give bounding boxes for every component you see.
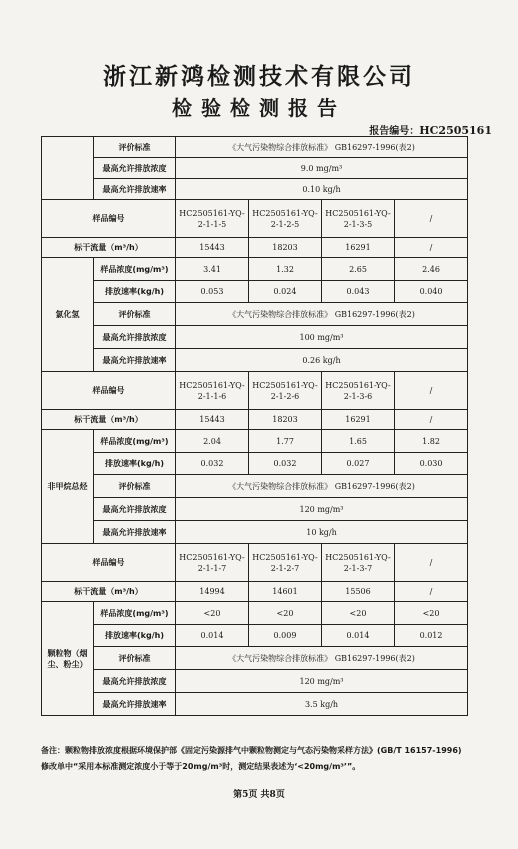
sample-id-cell: HC2505161-YQ-2-1-2-5 [249, 200, 322, 238]
flow-cell: 16291 [322, 410, 395, 430]
conc-cell: 2.65 [322, 258, 395, 281]
rate-cell: 0.009 [249, 625, 322, 647]
sample-id-label: 样品编号 [42, 372, 176, 410]
sample-id-cell: HC2505161-YQ-2-1-2-7 [249, 544, 322, 582]
flow-cell: / [395, 238, 468, 258]
eval-standard-value: 《大气污染物综合排放标准》 GB16297-1996(表2) [176, 475, 468, 498]
table-row [42, 238, 468, 258]
conc-cell: <20 [249, 602, 322, 625]
max-rate-label: 最高允许排放速率 [94, 521, 176, 544]
max-rate-value: 0.26 kg/h [176, 349, 468, 372]
max-conc-label: 最高允许排放浓度 [94, 158, 176, 179]
blank-cell [42, 137, 94, 200]
table-row [42, 544, 468, 582]
conc-cell: 2.04 [176, 430, 249, 453]
eval-standard-label: 评价标准 [94, 303, 176, 326]
eval-standard-label: 评价标准 [94, 475, 176, 498]
emission-rate-label: 排放速率(kg/h) [94, 453, 176, 475]
report-number [369, 122, 492, 137]
table-row [42, 475, 468, 498]
sample-id-cell: HC2505161-YQ-2-1-3-6 [322, 372, 395, 410]
max-conc-value: 9.0 mg/m³ [176, 158, 468, 179]
report-number-label: 报告编号： [369, 126, 420, 137]
emission-rate-label: 排放速率(kg/h) [94, 625, 176, 647]
rate-cell: 0.030 [395, 453, 468, 475]
sample-id-cell: HC2505161-YQ-2-1-3-7 [322, 544, 395, 582]
max-rate-value: 0.10 kg/h [176, 179, 468, 200]
rate-cell: 0.043 [322, 281, 395, 303]
max-rate-value: 3.5 kg/h [176, 693, 468, 716]
conc-cell: 1.32 [249, 258, 322, 281]
flow-cell: 15506 [322, 582, 395, 602]
table-row [42, 582, 468, 602]
sample-conc-label: 样品浓度(mg/m³) [94, 258, 176, 281]
flow-cell: 14994 [176, 582, 249, 602]
emission-rate-label: 排放速率(kg/h) [94, 281, 176, 303]
table-row [42, 521, 468, 544]
sample-id-cell: / [395, 372, 468, 410]
eval-standard-label: 评价标准 [94, 647, 176, 670]
eval-standard-value: 《大气污染物综合排放标准》 GB16297-1996(表2) [176, 303, 468, 326]
max-conc-label: 最高允许排放浓度 [94, 326, 176, 349]
flow-cell: 14601 [249, 582, 322, 602]
conc-cell: 2.46 [395, 258, 468, 281]
table-row [42, 158, 468, 179]
flow-cell: 18203 [249, 410, 322, 430]
conc-cell: 1.77 [249, 430, 322, 453]
max-conc-value: 120 mg/m³ [176, 498, 468, 521]
report-number-value: HC2505161 [419, 124, 492, 137]
table-row [42, 498, 468, 521]
rate-cell: 0.032 [176, 453, 249, 475]
pollutant-nmhc: 非甲烷总烃 [42, 430, 94, 544]
sample-conc-label: 样品浓度(mg/m³) [94, 430, 176, 453]
rate-cell: 0.027 [322, 453, 395, 475]
conc-cell: <20 [176, 602, 249, 625]
eval-standard-value: 《大气污染物综合排放标准》 GB16297-1996(表2) [176, 137, 468, 158]
table-row [42, 693, 468, 716]
flow-cell: 16291 [322, 238, 395, 258]
rate-cell: 0.014 [176, 625, 249, 647]
table-row [42, 258, 468, 281]
table-row [42, 625, 468, 647]
flow-cell: / [395, 410, 468, 430]
sample-id-cell: HC2505161-YQ-2-1-1-5 [176, 200, 249, 238]
test-results-table [41, 136, 468, 716]
sample-id-label: 样品编号 [42, 544, 176, 582]
sample-id-cell: / [395, 544, 468, 582]
max-rate-value: 10 kg/h [176, 521, 468, 544]
max-conc-value: 100 mg/m³ [176, 326, 468, 349]
dry-flow-label: 标干流量（m³/h） [42, 238, 176, 258]
max-conc-value: 120 mg/m³ [176, 670, 468, 693]
sample-id-label: 样品编号 [42, 200, 176, 238]
conc-cell: 1.65 [322, 430, 395, 453]
pollutant-hcl: 氯化氢 [42, 258, 94, 372]
max-rate-label: 最高允许排放速率 [94, 693, 176, 716]
sample-id-cell: HC2505161-YQ-2-1-1-6 [176, 372, 249, 410]
table-row [42, 200, 468, 238]
conc-cell: 1.82 [395, 430, 468, 453]
max-rate-label: 最高允许排放速率 [94, 179, 176, 200]
sample-conc-label: 样品浓度(mg/m³) [94, 602, 176, 625]
remarks-line-2: 修改单中“采用本标准测定浓度小于等于20mg/m³时，测定结果表述为‘<20mg/m³’”。 [41, 762, 361, 771]
conc-cell: <20 [395, 602, 468, 625]
max-rate-label: 最高允许排放速率 [94, 349, 176, 372]
flow-cell: 15443 [176, 410, 249, 430]
table-row [42, 281, 468, 303]
table-row [42, 349, 468, 372]
rate-cell: 0.012 [395, 625, 468, 647]
sample-id-cell: HC2505161-YQ-2-1-2-6 [249, 372, 322, 410]
page-number: 第5页 共8页 [233, 790, 285, 800]
max-conc-label: 最高允许排放浓度 [94, 498, 176, 521]
table-row [42, 670, 468, 693]
table-row [42, 647, 468, 670]
sample-id-cell: HC2505161-YQ-2-1-1-7 [176, 544, 249, 582]
table-row [42, 453, 468, 475]
rate-cell: 0.040 [395, 281, 468, 303]
sample-id-cell: HC2505161-YQ-2-1-3-5 [322, 200, 395, 238]
rate-cell: 0.032 [249, 453, 322, 475]
dry-flow-label: 标干流量（m³/h） [42, 582, 176, 602]
report-title: 检验检测报告 [172, 96, 346, 120]
table-row [42, 430, 468, 453]
sample-id-cell: / [395, 200, 468, 238]
dry-flow-label: 标干流量（m³/h） [42, 410, 176, 430]
flow-cell: 15443 [176, 238, 249, 258]
rate-cell: 0.014 [322, 625, 395, 647]
remarks-line-1: 备注：颗粒物排放浓度根据环境保护部《固定污染源排气中颗粒物测定与气态污染物采样方法》(GB/T 16157-1996) [41, 746, 462, 755]
conc-cell: <20 [322, 602, 395, 625]
conc-cell: 3.41 [176, 258, 249, 281]
company-name: 浙江新鸿检测技术有限公司 [103, 63, 415, 90]
flow-cell: 18203 [249, 238, 322, 258]
table-row [42, 372, 468, 410]
table-row [42, 179, 468, 200]
remarks [41, 743, 471, 775]
flow-cell: / [395, 582, 468, 602]
table-row [42, 410, 468, 430]
eval-standard-label: 评价标准 [94, 137, 176, 158]
table-row [42, 303, 468, 326]
eval-standard-value: 《大气污染物综合排放标准》 GB16297-1996(表2) [176, 647, 468, 670]
table-row [42, 137, 468, 158]
table-row [42, 602, 468, 625]
table-row [42, 326, 468, 349]
rate-cell: 0.053 [176, 281, 249, 303]
pollutant-pm: 颗粒物（烟尘、粉尘） [42, 602, 94, 716]
rate-cell: 0.024 [249, 281, 322, 303]
max-conc-label: 最高允许排放浓度 [94, 670, 176, 693]
